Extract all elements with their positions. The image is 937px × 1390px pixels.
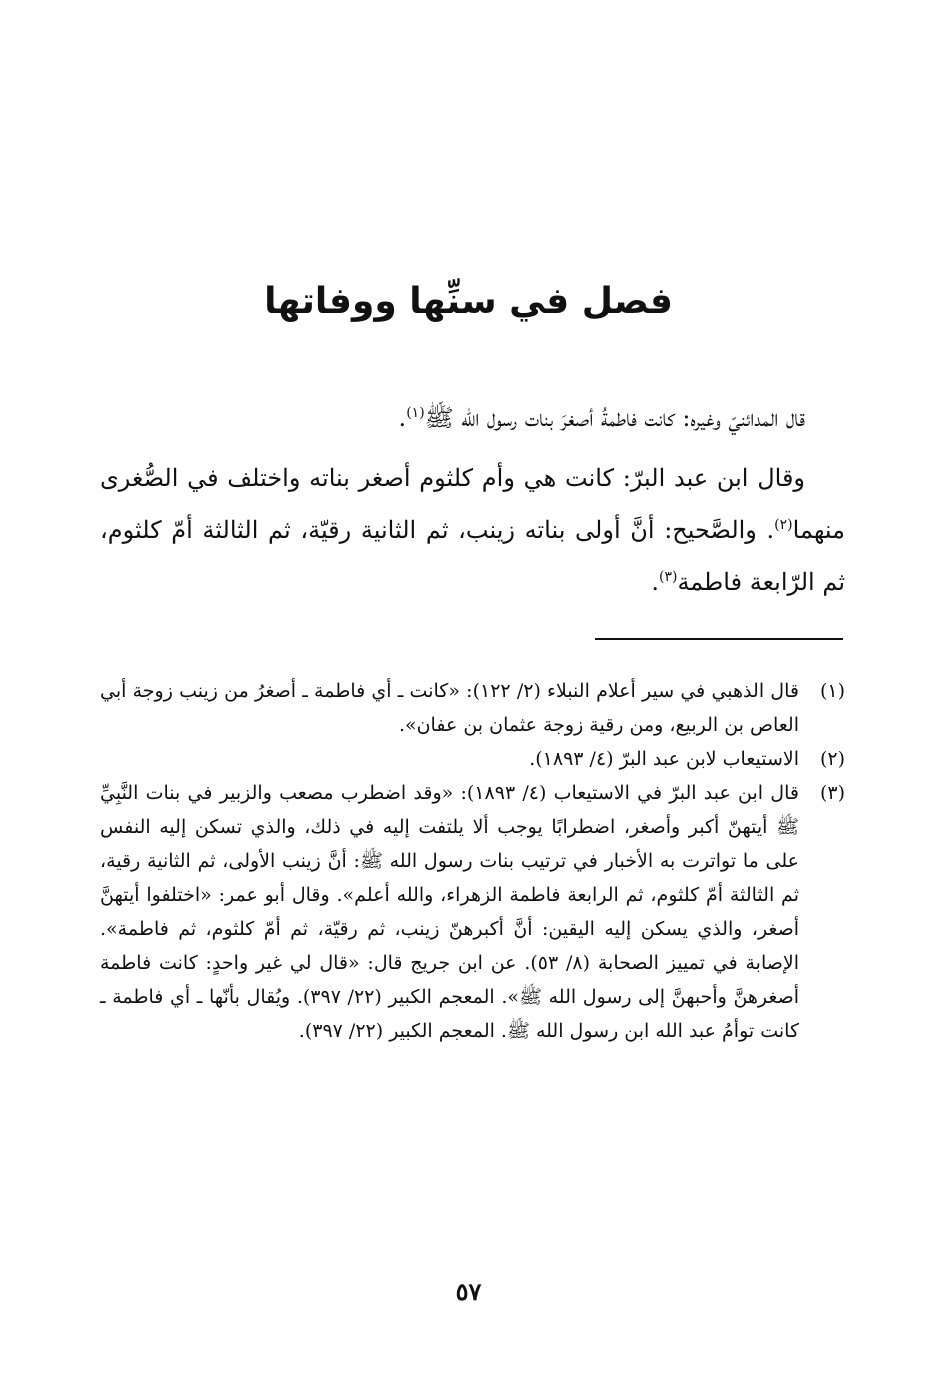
paragraph-1-text: قال المدائنيّ وغيره: كانت فاطمةُ أصغرَ بنات رسول الله ﷺ bbox=[424, 404, 805, 432]
footnote-number: (٣) bbox=[819, 782, 845, 804]
footnote-ref-2: (٢) bbox=[774, 517, 793, 533]
footnote-text: قال الذهبي في سير أعلام النبلاء (٢/ ١٢٢): «كانت ـ أي فاطمة ـ أصغرُ من زينب زوجة أبي العاص بن الربيع، ومن رقية زوجة عثمان بن عفان». bbox=[100, 680, 799, 736]
chapter-title: فصل في سنِّها ووفاتها bbox=[264, 281, 673, 322]
footnotes bbox=[100, 674, 845, 1048]
footnote-text: قال ابن عبد البرّ في الاستيعاب (٤/ ١٨٩٣): «وقد اضطرب مصعب والزبير في بنات النَّبِيِّ ﷺ أيتهنّ أكبر وأصغر، اضطرابًا يوجب ألا يلتفت إليه في ذلك، والذي تسكن إليه النفس على ما تواترت به الأخبار في ترتيب بنات رسول الله ﷺ: أنَّ زينب الأولى، ثم الثانية رقية، ثم الثالثة أمّ كلثوم، ثم الرابعة فاطمة الزهراء، والله أعلم». وقال أبو عمر: «اختلفوا أيتهنَّ أصغر، والذي يسكن إليه اليقين: أنَّ أكبرهنّ زينب، ثم رقيّة، ثم أمّ كلثوم، ثم فاطمة». الإصابة في تمييز الصحابة (٨/ ٥٣). عن ابن جريج قال: «قال لي غير واحدٍ: كانت فاطمة أصغرهنَّ وأحبهنَّ إلى رسول الله ﷺ». المعجم الكبير (٢٢/ ٣٩٧). ويُقال بأنّها ـ أي فاطمة ـ كانت توأمُ عبد الله ابن رسول الله ﷺ. المعجم الكبير (٢٢/ ٣٩٧). bbox=[100, 782, 799, 1042]
footnote-2 bbox=[100, 742, 845, 776]
main-text bbox=[100, 392, 845, 616]
footnote-text: الاستيعاب لابن عبد البرّ (٤/ ١٨٩٣). bbox=[529, 748, 799, 770]
page-number: ٥٧ bbox=[455, 1277, 482, 1306]
footnote-3 bbox=[100, 776, 845, 1048]
footnote-ref-3: (٣) bbox=[658, 569, 678, 585]
footnote-ref-1: (١) bbox=[406, 405, 425, 421]
paragraph-1 bbox=[100, 392, 845, 444]
paragraph-2-middle: . والصَّحيح: أنَّ أولى بناته زينب، ثم الثانية رقيّة، ثم الثالثة أمّ كلثوم، ثم الرّابعة فاطمة bbox=[100, 516, 845, 596]
paragraph-2 bbox=[100, 452, 845, 608]
paragraph-1-end: . bbox=[398, 404, 407, 432]
paragraph-2-text: وقال ابن عبد البرّ: كانت هي وأم كلثوم أصغر بناته واختلف في الصُّغرى منهما bbox=[100, 464, 845, 544]
paragraph-2-end: . bbox=[651, 568, 659, 596]
footnote-number: (٢) bbox=[819, 748, 845, 770]
footnote-number: (١) bbox=[819, 680, 845, 702]
footnote-1 bbox=[100, 674, 845, 742]
footnote-separator bbox=[595, 638, 843, 640]
